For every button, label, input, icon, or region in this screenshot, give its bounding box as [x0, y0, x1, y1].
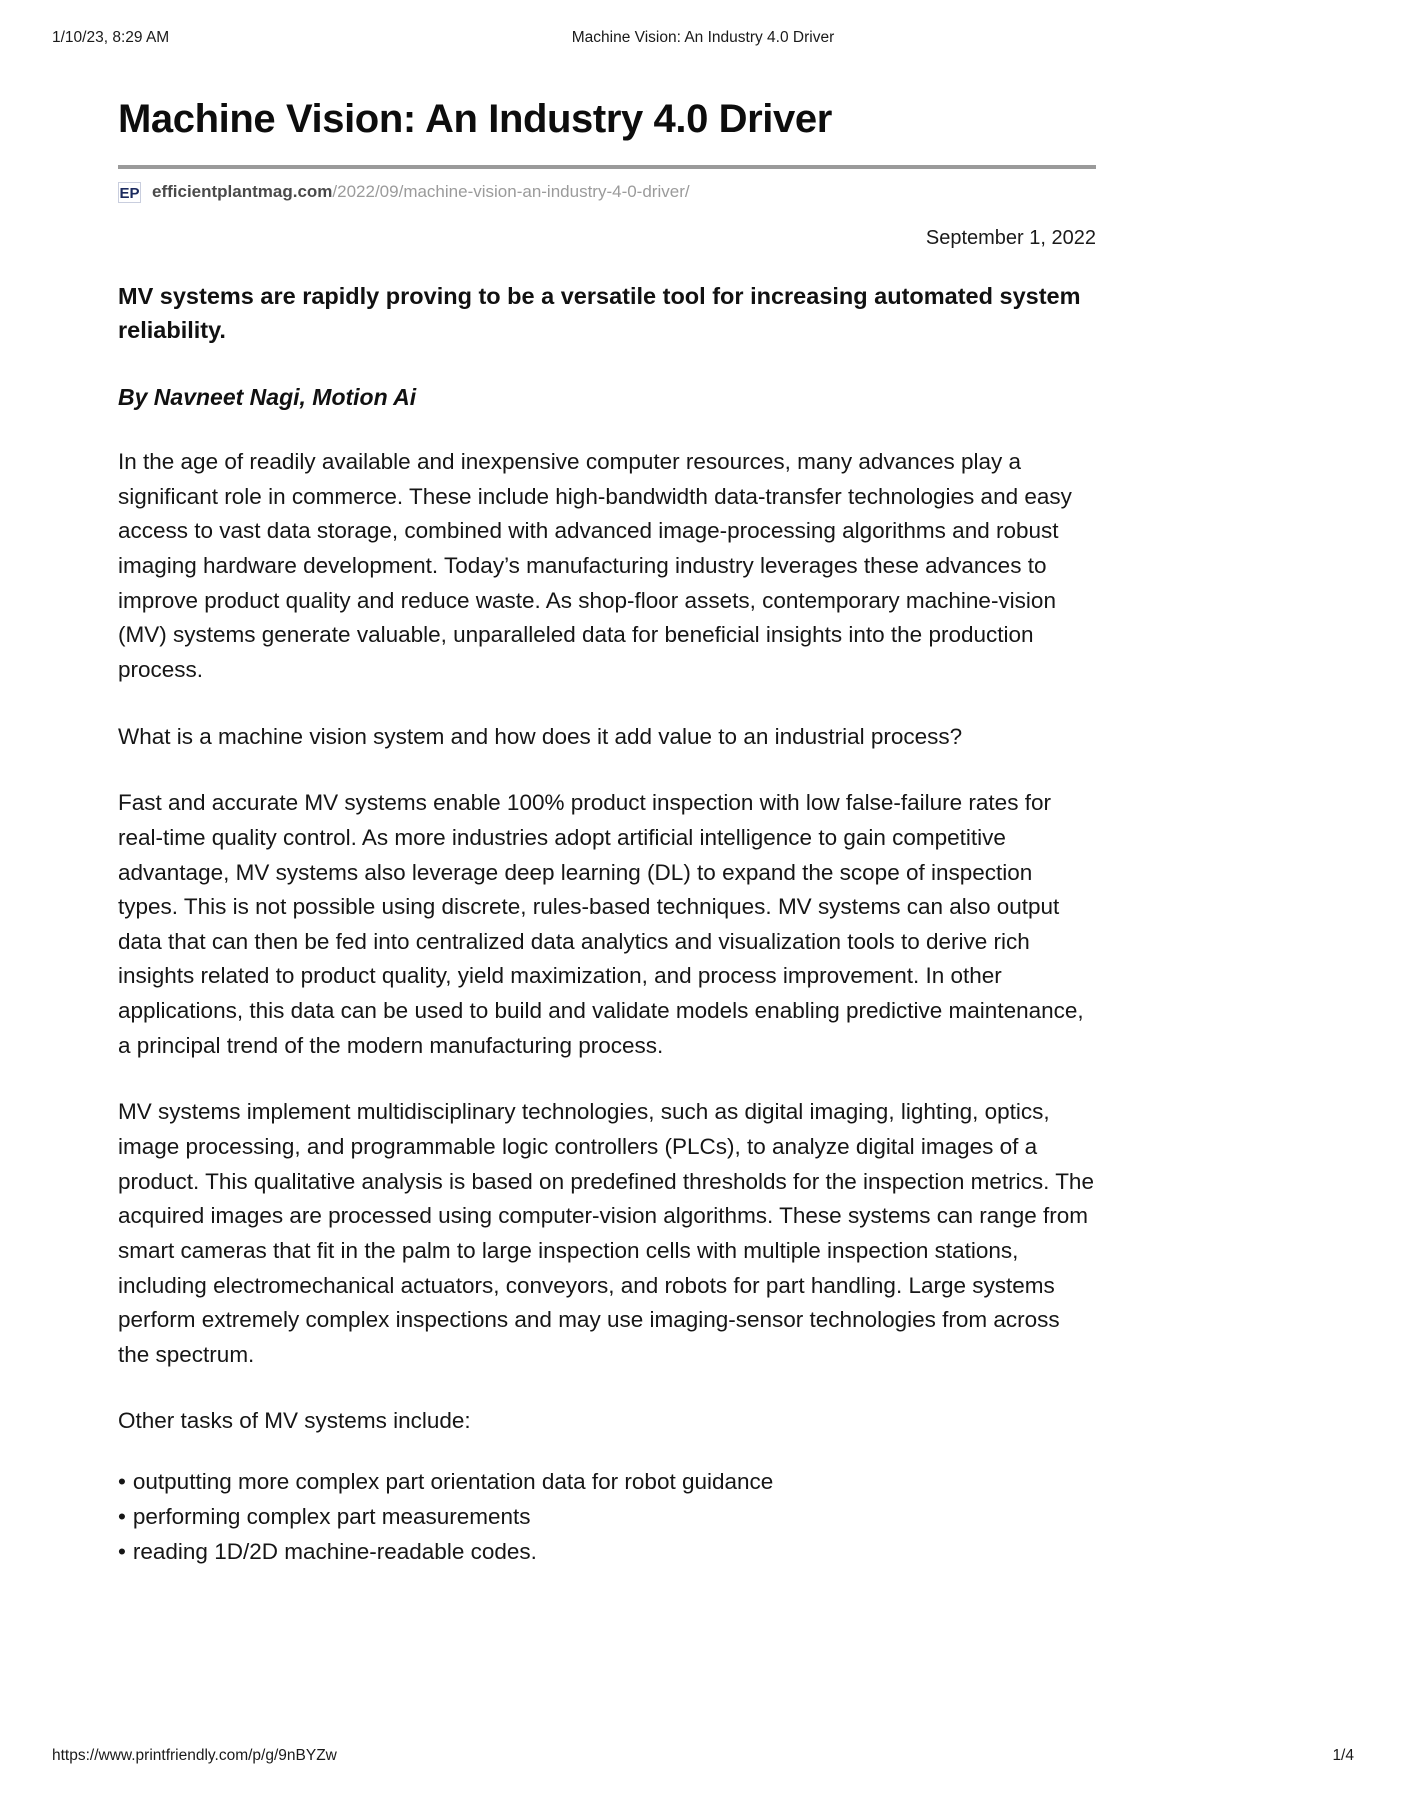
list-item: [118, 1500, 1096, 1535]
print-header-timestamp: 1/10/23, 8:29 AM: [52, 29, 170, 46]
efficient-plant-logo-icon: [118, 182, 141, 203]
bullet-marker-icon: •: [118, 1469, 126, 1495]
article-deck: MV systems are rapidly proving to be a versatile tool for increasing automated system reliability.: [118, 283, 1081, 343]
bullet-marker-icon: •: [118, 1503, 126, 1529]
source-attribution: [118, 182, 1096, 203]
title-divider: [118, 165, 1096, 169]
list-item-label: performing complex part measurements: [132, 1503, 531, 1529]
list-item: [118, 1465, 1096, 1500]
source-path: /2022/09/machine-vision-an-industry-4-0-driver/: [332, 182, 690, 202]
published-date: September 1, 2022: [925, 227, 1096, 250]
list-item-label: reading 1D/2D machine-readable codes.: [132, 1538, 537, 1564]
page-title: Machine Vision: An Industry 4.0 Driver: [118, 97, 832, 141]
body-paragraph: In the age of readily available and inexpensive computer resources, many advances play a significant role in commerce. These include high-bandwidth data-transfer technologies and easy access to vast data storage, combined with advanced image-processing algorithms and robust imaging hardware development. Today’s manufacturing industry leverages these advances to improve product quality and reduce waste. As shop-floor assets, contemporary machine-vision (MV) systems generate valuable, unparalleled data for beneficial insights into the production process.: [118, 449, 1072, 682]
article-content: [118, 96, 1096, 1570]
print-header-document-title: Machine Vision: An Industry 4.0 Driver: [571, 29, 835, 46]
article-byline: By Navneet Nagi, Motion Ai: [118, 383, 417, 410]
list-item-label: outputting more complex part orientation data for robot guidance: [132, 1469, 774, 1495]
body-paragraph: Other tasks of MV systems include:: [118, 1408, 471, 1434]
print-header: [0, 27, 1406, 49]
source-domain: efficientplantmag.com: [152, 182, 333, 202]
list-item: [118, 1535, 1096, 1570]
svg-text:EP: EP: [119, 185, 140, 203]
bullet-marker-icon: •: [118, 1538, 126, 1564]
print-footer-url[interactable]: https://www.printfriendly.com/p/g/9nBYZw: [52, 1747, 337, 1764]
print-footer: [0, 1747, 1406, 1767]
print-footer-page-number: 1/4: [1332, 1747, 1354, 1764]
other-tasks-list: [118, 1465, 1096, 1570]
body-paragraph: What is a machine vision system and how does it add value to an industrial process?: [118, 723, 963, 749]
source-url[interactable]: [152, 182, 690, 202]
body-paragraph: Fast and accurate MV systems enable 100% product inspection with low false-failure rates for real-time quality control. As more industries adopt artificial intelligence to gain competitive advantage, MV systems also leverage deep learning (DL) to expand the scope of inspection types. This is not possible using discrete, rules-based techniques. MV systems can also output data that can then be fed into centralized data analytics and visualization tools to derive rich insights related to product quality, yield maximization, and process improvement. In other applications, this data can be used to build and validate models enabling predictive maintenance, a principal trend of the modern manufacturing process.: [118, 790, 1084, 1058]
body-paragraph: MV systems implement multidisciplinary technologies, such as digital imaging, lighting, optics, image processing, and programmable logic controllers (PLCs), to analyze digital images of a product. This qualitative analysis is based on predefined thresholds for the inspection metrics. The acquired images are processed using computer-vision algorithms. These systems can range from smart cameras that fit in the palm to large inspection cells with multiple inspection stations, including electromechanical actuators, conveyors, and robots for part handling. Large systems perform extremely complex inspections and may use imaging-sensor technologies from across the spectrum.: [118, 1099, 1094, 1367]
